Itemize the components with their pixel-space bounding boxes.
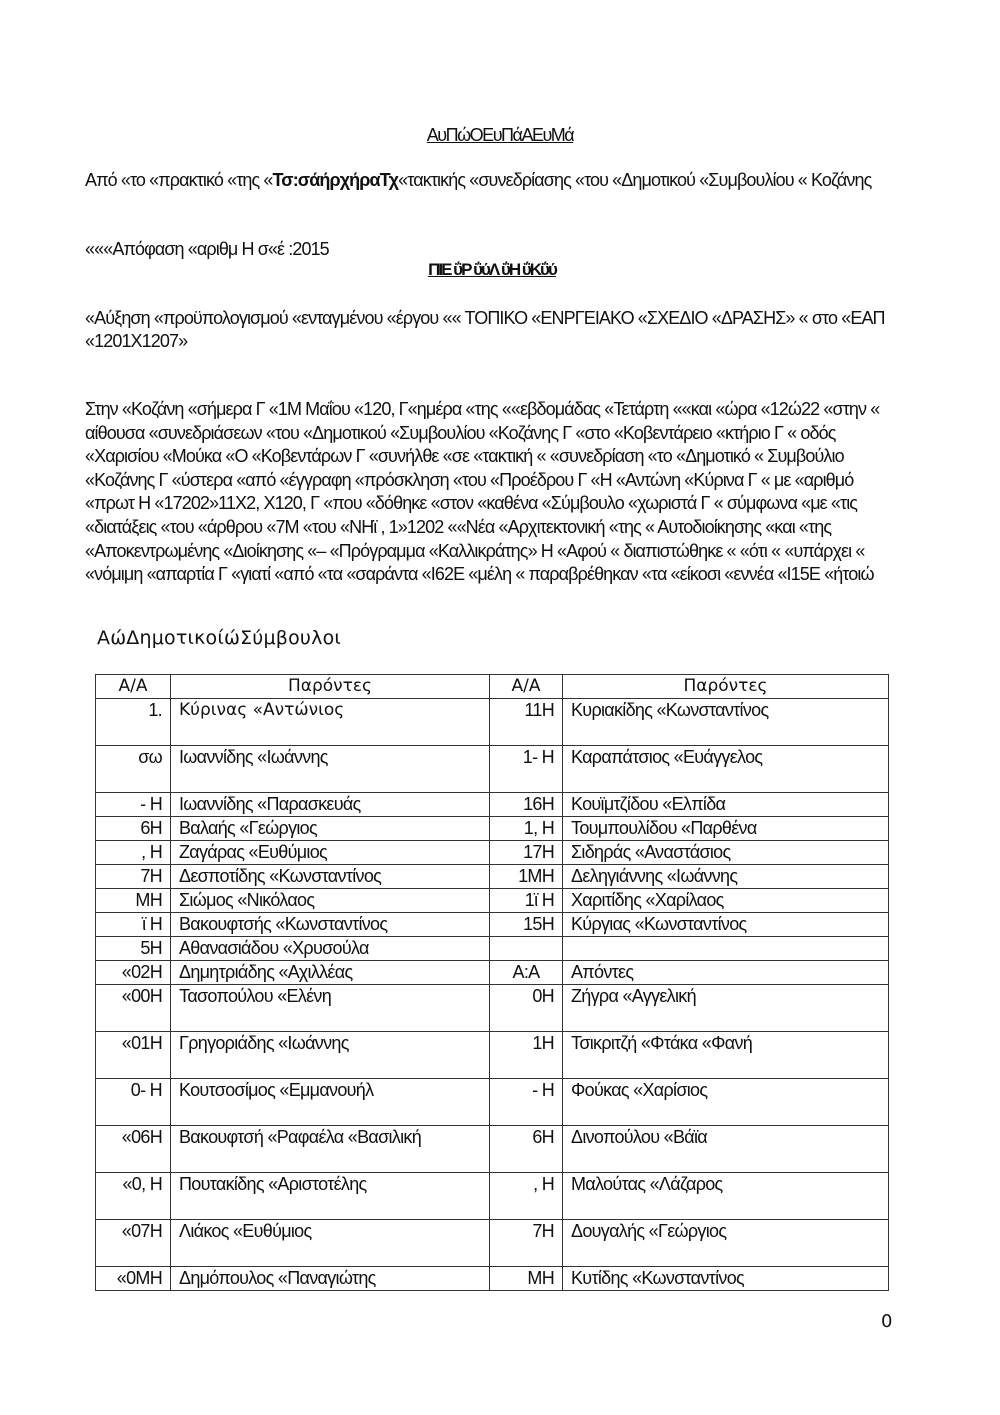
- document-title: ΑυΠώΟΕυΠάΑΕυΜά: [426, 125, 574, 145]
- member-name-left: Ιωαννίδης «Ιωάννης: [171, 746, 490, 793]
- member-name-right: Χαριτίδης «Χαρίλαος: [563, 889, 889, 913]
- member-number-left: ϊ Η: [96, 913, 171, 937]
- member-number-right: , Η: [490, 1173, 563, 1220]
- intro-line: [85, 169, 905, 192]
- member-name-right: Δουγαλής «Γεώργιος: [563, 1220, 889, 1267]
- table-row: [96, 913, 889, 937]
- member-number-right: 1ΜΗ: [490, 865, 563, 889]
- member-name-left: Βακουφτσής «Κωνσταντίνος: [171, 913, 490, 937]
- member-name-right: Κυριακίδης «Κωνσταντίνος: [563, 699, 889, 746]
- header-aa-left: Α/Α: [96, 675, 171, 699]
- table-row: [96, 865, 889, 889]
- table-row: [96, 793, 889, 817]
- body-paragraph: Στην «Κοζάνη «σήμερα Γ «1Μ Μαΐου «120, Γ«ημέρα «της ««εβδομάδας «Τετάρτη ««και «ώρα «12ώ22 «στην « αίθουσα «συνεδριάσεων «του «Δημοτικού «Συμβουλίου «Κοζάνης Γ «στο «Κοβεντάρειο «κτήριο Γ « οδός «Χαρισίου «Μούκα «Ο «Κοβεντάρων Γ «συνήλθε «σε «τακτική « «συνεδρίαση «το «Δημοτικό « Συμβούλιο «Κοζάνης Γ «ύστερα «από «έγγραφη «πρόσκληση «του «Προέδρου Γ «Η «Αντώνη «Κύρινα Γ « με «αριθμό «πρωτ Η «17202»11Χ2, Χ120, Γ «που «δόθηκε «στον «καθένα «Σύμβουλο «χωριστά Γ « σύμφωνα «με «τις «διατάξεις «του «άρθρου «7Μ «του «ΝΗϊ , 1»1202 ««Νέα «Αρχιτεκτονική «της « Αυτοδιοίκησης «και «της «Αποκεντρωμένης «Διοίκησης «– «Πρόγραμμα «Καλλικράτης» Η «Αφού « διαπιστώθηκε « «ότι « «υπάρχει « «νόμιμη «απαρτία Γ «γιατί «από «τα «σαράντα «I62Ε «μέλη « παραβρέθηκαν «τα «είκοσι «εννέα «I15Ε «ήτοιώ: [85, 399, 880, 585]
- member-number-left: , Η: [96, 841, 171, 865]
- member-name-right: Απόντες: [563, 961, 889, 985]
- table-row: [96, 1267, 889, 1291]
- table-row: [96, 699, 889, 746]
- member-name-right: Δεληγιάννης «Ιωάννης: [563, 865, 889, 889]
- intro-prefix: Από «το «πρακτικό «της «: [85, 170, 273, 190]
- session-number: Τσ:σάήρχήραΤχ: [272, 170, 399, 190]
- member-name-left: Δημόπουλος «Παναγιώτης: [171, 1267, 490, 1291]
- member-name-right: Καραπάτσιος «Ευάγγελος: [563, 746, 889, 793]
- member-number-right: 17Η: [490, 841, 563, 865]
- member-number-right: 11Η: [490, 699, 563, 746]
- table-row: [96, 961, 889, 985]
- member-number-left: «06Η: [96, 1126, 171, 1173]
- member-name-left: Πουτακίδης «Αριστοτέλης: [171, 1173, 490, 1220]
- member-name-left: Ιωαννίδης «Παρασκευάς: [171, 793, 490, 817]
- member-name-right: Δινοπούλου «Βάϊα: [563, 1126, 889, 1173]
- member-number-right: 15Η: [490, 913, 563, 937]
- member-number-left: 7Η: [96, 865, 171, 889]
- member-number-left: «01Η: [96, 1032, 171, 1079]
- member-number-left: ΜΗ: [96, 889, 171, 913]
- member-number-left: 1.: [96, 699, 171, 746]
- header-present-left: Παρόντες: [171, 675, 490, 699]
- member-number-right: 1, Η: [490, 817, 563, 841]
- member-number-right: [490, 937, 563, 961]
- member-name-left: Κουτσοσίμος «Εμμανουήλ: [171, 1079, 490, 1126]
- member-number-left: «0ΜΗ: [96, 1267, 171, 1291]
- page-number: 0: [881, 1311, 893, 1332]
- decision-subject: «Αύξηση «προϋπολογισμού «ενταγμένου «έργου «« ΤΟΠΙΚΟ «ΕΝΡΓΕΙΑΚΟ «ΣΧΕΔΙΟ «ΔΡΑΣΗΣ» « στο «ΕΑΠ «1201Χ1207»: [85, 308, 885, 351]
- member-number-left: «02Η: [96, 961, 171, 985]
- member-number-left: 6Η: [96, 817, 171, 841]
- member-name-left: Γρηγοριάδης «Ιωάννης: [171, 1032, 490, 1079]
- member-number-right: 1ϊ Η: [490, 889, 563, 913]
- member-name-right: Φούκας «Χαρίσιος: [563, 1079, 889, 1126]
- member-name-right: [563, 937, 889, 961]
- table-row: [96, 937, 889, 961]
- table-body: [96, 699, 889, 1291]
- table-row: [96, 985, 889, 1032]
- member-number-left: - Η: [96, 793, 171, 817]
- member-name-left: Δεσποτίδης «Κωνσταντίνος: [171, 865, 490, 889]
- decision-subtitle: ΠΙΕ ΰΡ ΰύΛ ΰΗ ΰΚΰύ: [428, 260, 556, 279]
- member-number-left: «07Η: [96, 1220, 171, 1267]
- member-name-right: Κουϊμτζίδου «Ελπίδα: [563, 793, 889, 817]
- member-number-right: 0Η: [490, 985, 563, 1032]
- table-row: [96, 1220, 889, 1267]
- member-number-left: σω: [96, 746, 171, 793]
- table-row: [96, 1173, 889, 1220]
- header-aa-right: Α/Α: [490, 675, 563, 699]
- member-name-right: Ζήγρα «Αγγελική: [563, 985, 889, 1032]
- table-row: [96, 1032, 889, 1079]
- member-name-left: Λιάκος «Ευθύμιος: [171, 1220, 490, 1267]
- member-number-right: 1- Η: [490, 746, 563, 793]
- member-name-left: Ζαγάρας «Ευθύμιος: [171, 841, 490, 865]
- member-name-right: Τουμπουλίδου «Παρθένα: [563, 817, 889, 841]
- member-name-left: Σιώμος «Νικόλαος: [171, 889, 490, 913]
- table-header-row: [96, 675, 889, 699]
- member-name-right: Κυτίδης «Κωνσταντίνος: [563, 1267, 889, 1291]
- member-name-left: Κύρινας «Αντώνιος: [171, 699, 490, 746]
- member-name-right: Σιδηράς «Αναστάσιος: [563, 841, 889, 865]
- member-number-right: 16Η: [490, 793, 563, 817]
- table-row: [96, 1079, 889, 1126]
- member-number-left: 0- Η: [96, 1079, 171, 1126]
- intro-suffix: «τακτικής «συνεδρίασης «του «Δημοτικού «Συμβουλίου « Κοζάνης: [398, 170, 872, 190]
- decision-number: «««Απόφαση «αριθμ Η σ«έ :2015: [85, 239, 329, 259]
- table-row: [96, 746, 889, 793]
- member-number-right: 6Η: [490, 1126, 563, 1173]
- table-row: [96, 817, 889, 841]
- member-number-right: 1Η: [490, 1032, 563, 1079]
- member-number-right: Α:Α: [490, 961, 563, 985]
- member-name-left: Αθανασιάδου «Χρυσούλα: [171, 937, 490, 961]
- header-present-right: Παρόντες: [563, 675, 889, 699]
- member-name-left: Δημητριάδης «Αχιλλέας: [171, 961, 490, 985]
- member-name-left: Βακουφτσή «Ραφαέλα «Βασιλική: [171, 1126, 490, 1173]
- table-row: [96, 841, 889, 865]
- table-row: [96, 1126, 889, 1173]
- member-number-right: - Η: [490, 1079, 563, 1126]
- member-number-left: «0, Η: [96, 1173, 171, 1220]
- member-number-left: «00Η: [96, 985, 171, 1032]
- member-name-left: Βαλαής «Γεώργιος: [171, 817, 490, 841]
- member-number-left: 5Η: [96, 937, 171, 961]
- member-name-right: Κύργιας «Κωνσταντίνος: [563, 913, 889, 937]
- members-heading: ΑώΔημοτικοίώΣύμβουλοι: [97, 627, 342, 649]
- member-name-right: Μαλούτας «Λάζαρος: [563, 1173, 889, 1220]
- member-name-right: Τσικριτζή «Φτάκα «Φανή: [563, 1032, 889, 1079]
- table-row: [96, 889, 889, 913]
- member-number-right: ΜΗ: [490, 1267, 563, 1291]
- member-name-left: Τασοπούλου «Ελένη: [171, 985, 490, 1032]
- attendance-table: [95, 674, 889, 1291]
- member-number-right: 7Η: [490, 1220, 563, 1267]
